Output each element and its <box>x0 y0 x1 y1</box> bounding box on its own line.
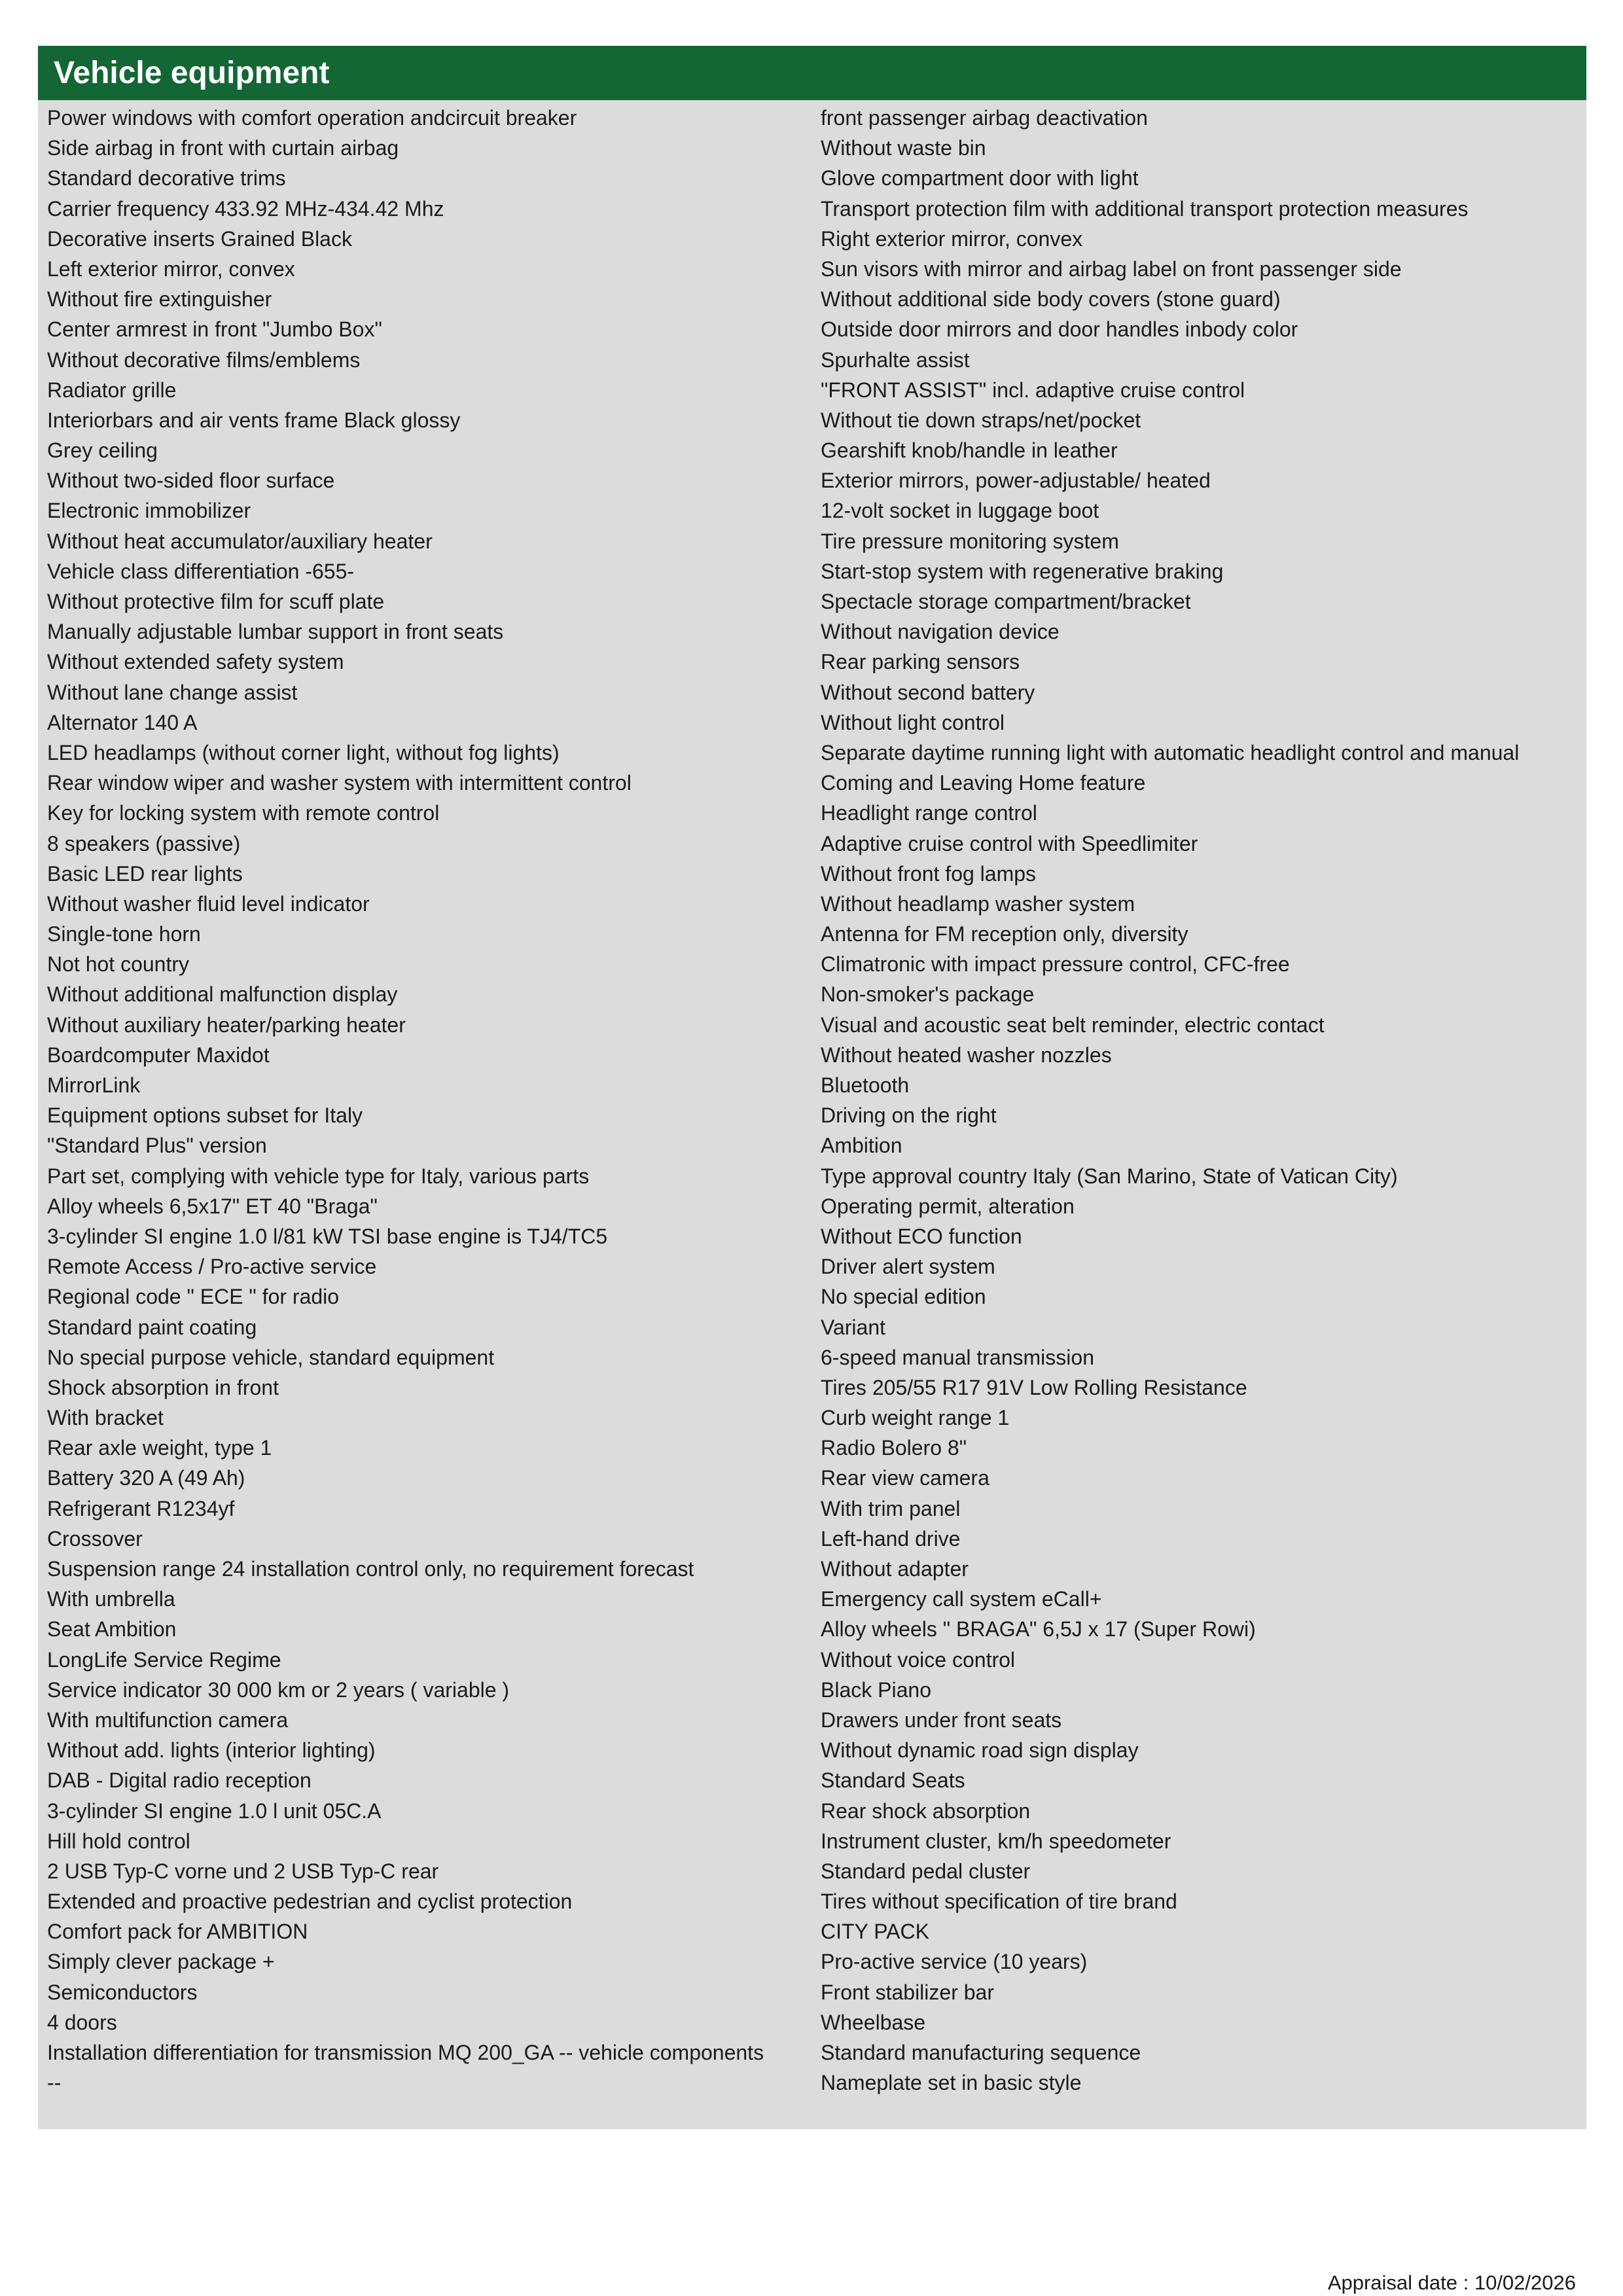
equipment-item: Wheelbase <box>821 2010 926 2034</box>
equipment-item: front passenger airbag deactivation <box>821 106 1148 130</box>
equipment-item: Visual and acoustic seat belt reminder, electric contact <box>821 1013 1325 1037</box>
equipment-column-right <box>821 103 1583 2098</box>
equipment-item: CITY PACK <box>821 1920 929 1944</box>
equipment-item: Extended and proactive pedestrian and cyclist protection <box>47 1890 573 1914</box>
equipment-item: Decorative inserts Grained Black <box>47 226 352 251</box>
equipment-item: 6-speed manual transmission <box>821 1345 1094 1369</box>
equipment-item: Without extended safety system <box>47 650 344 674</box>
equipment-item: With bracket <box>47 1406 164 1430</box>
equipment-item: Emergency call system eCall+ <box>821 1587 1102 1611</box>
equipment-item: Without protective film for scuff plate <box>47 590 385 613</box>
equipment-item: Variant <box>821 1315 886 1339</box>
equipment-item: Separate daytime running light with automatic headlight control and manual <box>821 740 1520 764</box>
equipment-item: LED headlamps (without corner light, without fog lights) <box>47 740 560 764</box>
equipment-item: Operating permit, alteration <box>821 1194 1075 1218</box>
equipment-item: Drawers under front seats <box>821 1708 1062 1732</box>
equipment-item: Without light control <box>821 710 1005 734</box>
equipment-item: Grey ceiling <box>47 439 158 463</box>
equipment-item: Curb weight range 1 <box>821 1406 1010 1430</box>
equipment-item: Tires 205/55 R17 91V Low Rolling Resistance <box>821 1375 1247 1399</box>
equipment-item: Standard Seats <box>821 1768 965 1793</box>
equipment-item: Standard paint coating <box>47 1315 257 1339</box>
equipment-item: Rear axle weight, type 1 <box>47 1436 272 1460</box>
equipment-item: Driving on the right <box>821 1103 997 1128</box>
equipment-item: Equipment options subset for Italy <box>47 1103 363 1128</box>
equipment-item: Hill hold control <box>47 1829 190 1853</box>
equipment-item: 4 doors <box>47 2010 117 2034</box>
equipment-item: Nameplate set in basic style <box>821 2071 1082 2095</box>
equipment-item: "Standard Plus" version <box>47 1134 267 1158</box>
equipment-item: Right exterior mirror, convex <box>821 226 1083 251</box>
vehicle-equipment-section <box>38 46 1586 2129</box>
equipment-item: Key for locking system with remote control <box>47 801 440 825</box>
equipment-item: Instrument cluster, km/h speedometer <box>821 1829 1171 1853</box>
section-title: Vehicle equipment <box>38 46 1586 100</box>
equipment-item: Rear view camera <box>821 1466 990 1490</box>
equipment-item: Center armrest in front "Jumbo Box" <box>47 317 382 342</box>
equipment-item: Alternator 140 A <box>47 710 198 734</box>
equipment-item: Without fire extinguisher <box>47 287 272 312</box>
equipment-item: Sun visors with mirror and airbag label on front passenger side <box>821 257 1402 281</box>
equipment-item: Suspension range 24 installation control only, no requirement forecast <box>47 1557 694 1581</box>
equipment-item: Without additional side body covers (stone guard) <box>821 287 1281 312</box>
equipment-item: Standard decorative trims <box>47 166 286 190</box>
equipment-item: Not hot country <box>47 952 189 977</box>
equipment-item: Glove compartment door with light <box>821 166 1139 190</box>
equipment-item: Installation differentiation for transmission MQ 200_GA -- vehicle components <box>47 2041 764 2064</box>
equipment-item: No special purpose vehicle, standard equipment <box>47 1345 495 1369</box>
equipment-item: 12-volt socket in luggage boot <box>821 499 1099 523</box>
equipment-item: Exterior mirrors, power-adjustable/ heated <box>821 469 1211 493</box>
equipment-item: Radiator grille <box>47 378 177 402</box>
equipment-item: Radio Bolero 8" <box>821 1436 967 1460</box>
equipment-item: Without lane change assist <box>47 680 298 704</box>
equipment-item: Without dynamic road sign display <box>821 1738 1139 1763</box>
equipment-item: Alloy wheels " BRAGA" 6,5J x 17 (Super Rowi) <box>821 1617 1256 1641</box>
equipment-item: Without headlamp washer system <box>821 891 1135 916</box>
equipment-item: Driver alert system <box>821 1255 995 1279</box>
equipment-item: With multifunction camera <box>47 1708 289 1732</box>
equipment-item: Headlight range control <box>821 801 1037 825</box>
equipment-item: Without auxiliary heater/parking heater <box>47 1013 406 1037</box>
equipment-item: Rear parking sensors <box>821 650 1020 674</box>
equipment-item: Interiorbars and air vents frame Black glossy <box>47 408 461 432</box>
equipment-list-body <box>38 100 1586 2129</box>
equipment-item: Part set, complying with vehicle type for Italy, various parts <box>47 1164 590 1188</box>
equipment-item: Spectacle storage compartment/bracket <box>821 590 1191 613</box>
equipment-item: Black Piano <box>821 1677 931 1702</box>
equipment-item: Single-tone horn <box>47 922 201 946</box>
equipment-item: Simply clever package + <box>47 1950 275 1974</box>
appraisal-date: Appraisal date : 10/02/2026 <box>1327 2271 1576 2294</box>
equipment-item: Transport protection film with additional transport protection measures <box>821 196 1469 221</box>
equipment-item: Without tie down straps/net/pocket <box>821 408 1141 432</box>
equipment-item: Without adapter <box>821 1557 969 1581</box>
equipment-item: Front stabilizer bar <box>821 1980 994 2004</box>
equipment-item: Service indicator 30 000 km or 2 years ( variable ) <box>47 1677 510 1702</box>
equipment-item: Tires without specification of tire brand <box>821 1890 1177 1914</box>
equipment-item: "FRONT ASSIST" incl. adaptive cruise control <box>821 378 1245 402</box>
equipment-item: Boardcomputer Maxidot <box>47 1043 270 1067</box>
equipment-item: 2 USB Typ-C vorne und 2 USB Typ-C rear <box>47 1859 439 1883</box>
equipment-item: Power windows with comfort operation andcircuit breaker <box>47 106 577 130</box>
equipment-item: No special edition <box>821 1285 986 1309</box>
equipment-item: Rear window wiper and washer system with intermittent control <box>47 771 632 795</box>
equipment-item: Regional code " ECE " for radio <box>47 1285 340 1309</box>
equipment-item: Without ECO function <box>821 1224 1022 1248</box>
equipment-item: Without heat accumulator/auxiliary heater <box>47 529 433 553</box>
equipment-item: Without voice control <box>821 1647 1016 1672</box>
equipment-item: Non-smoker's package <box>821 982 1035 1007</box>
equipment-item: Semiconductors <box>47 1980 198 2004</box>
equipment-item: Spurhalte assist <box>821 348 970 372</box>
equipment-item: With trim panel <box>821 1496 961 1520</box>
equipment-column-left <box>47 103 819 2098</box>
equipment-item: Refrigerant R1234yf <box>47 1496 235 1520</box>
equipment-item: Carrier frequency 433.92 MHz-434.42 Mhz <box>47 196 444 221</box>
equipment-item: Pro-active service (10 years) <box>821 1950 1088 1974</box>
equipment-item: Ambition <box>821 1134 902 1158</box>
equipment-item: -- <box>47 2071 62 2095</box>
equipment-item: Basic LED rear lights <box>47 861 243 886</box>
equipment-item: Tire pressure monitoring system <box>821 529 1119 553</box>
equipment-item: Electronic immobilizer <box>47 499 251 523</box>
equipment-item: DAB - Digital radio reception <box>47 1768 312 1793</box>
equipment-item: Shock absorption in front <box>47 1375 279 1399</box>
equipment-item: Seat Ambition <box>47 1617 177 1641</box>
equipment-item: Alloy wheels 6,5x17" ET 40 "Braga" <box>47 1194 378 1218</box>
equipment-item: Coming and Leaving Home feature <box>821 771 1146 795</box>
equipment-item: Climatronic with impact pressure control, CFC-free <box>821 952 1290 977</box>
equipment-item: Without front fog lamps <box>821 861 1037 886</box>
equipment-item: LongLife Service Regime <box>47 1647 281 1672</box>
equipment-item: Without navigation device <box>821 620 1060 644</box>
equipment-item: Adaptive cruise control with Speedlimiter <box>821 831 1198 855</box>
equipment-item: Left exterior mirror, convex <box>47 257 295 281</box>
equipment-item: Without waste bin <box>821 136 986 160</box>
equipment-item: Start-stop system with regenerative braking <box>821 559 1224 583</box>
equipment-item: 8 speakers (passive) <box>47 831 241 855</box>
equipment-item: Standard manufacturing sequence <box>821 2041 1141 2064</box>
equipment-item: Without add. lights (interior lighting) <box>47 1738 376 1763</box>
equipment-item: Bluetooth <box>821 1073 910 1097</box>
equipment-item: Manually adjustable lumbar support in front seats <box>47 620 504 644</box>
equipment-item: Rear shock absorption <box>821 1799 1031 1823</box>
equipment-item: Type approval country Italy (San Marino, State of Vatican City) <box>821 1164 1398 1188</box>
equipment-item: 3-cylinder SI engine 1.0 l unit 05C.A <box>47 1799 382 1823</box>
equipment-item: Remote Access / Pro-active service <box>47 1255 377 1279</box>
equipment-item: Crossover <box>47 1526 143 1551</box>
equipment-item: Vehicle class differentiation -655- <box>47 559 355 583</box>
equipment-item: Standard pedal cluster <box>821 1859 1031 1883</box>
equipment-item: With umbrella <box>47 1587 175 1611</box>
equipment-item: Outside door mirrors and door handles inbody color <box>821 317 1298 342</box>
equipment-item: Without decorative films/emblems <box>47 348 361 372</box>
equipment-item: 3-cylinder SI engine 1.0 l/81 kW TSI base engine is TJ4/TC5 <box>47 1224 608 1248</box>
equipment-item: Antenna for FM reception only, diversity <box>821 922 1188 946</box>
equipment-item: Without additional malfunction display <box>47 982 398 1007</box>
equipment-item: Battery 320 A (49 Ah) <box>47 1466 245 1490</box>
equipment-item: Left-hand drive <box>821 1526 961 1551</box>
equipment-item: Without two-sided floor surface <box>47 469 335 493</box>
equipment-item: Without heated washer nozzles <box>821 1043 1112 1067</box>
equipment-item: Gearshift knob/handle in leather <box>821 439 1118 463</box>
equipment-item: MirrorLink <box>47 1073 141 1097</box>
equipment-item: Without second battery <box>821 680 1035 704</box>
equipment-item: Comfort pack for AMBITION <box>47 1920 308 1944</box>
equipment-item: Side airbag in front with curtain airbag <box>47 136 399 160</box>
equipment-item: Without washer fluid level indicator <box>47 891 370 916</box>
